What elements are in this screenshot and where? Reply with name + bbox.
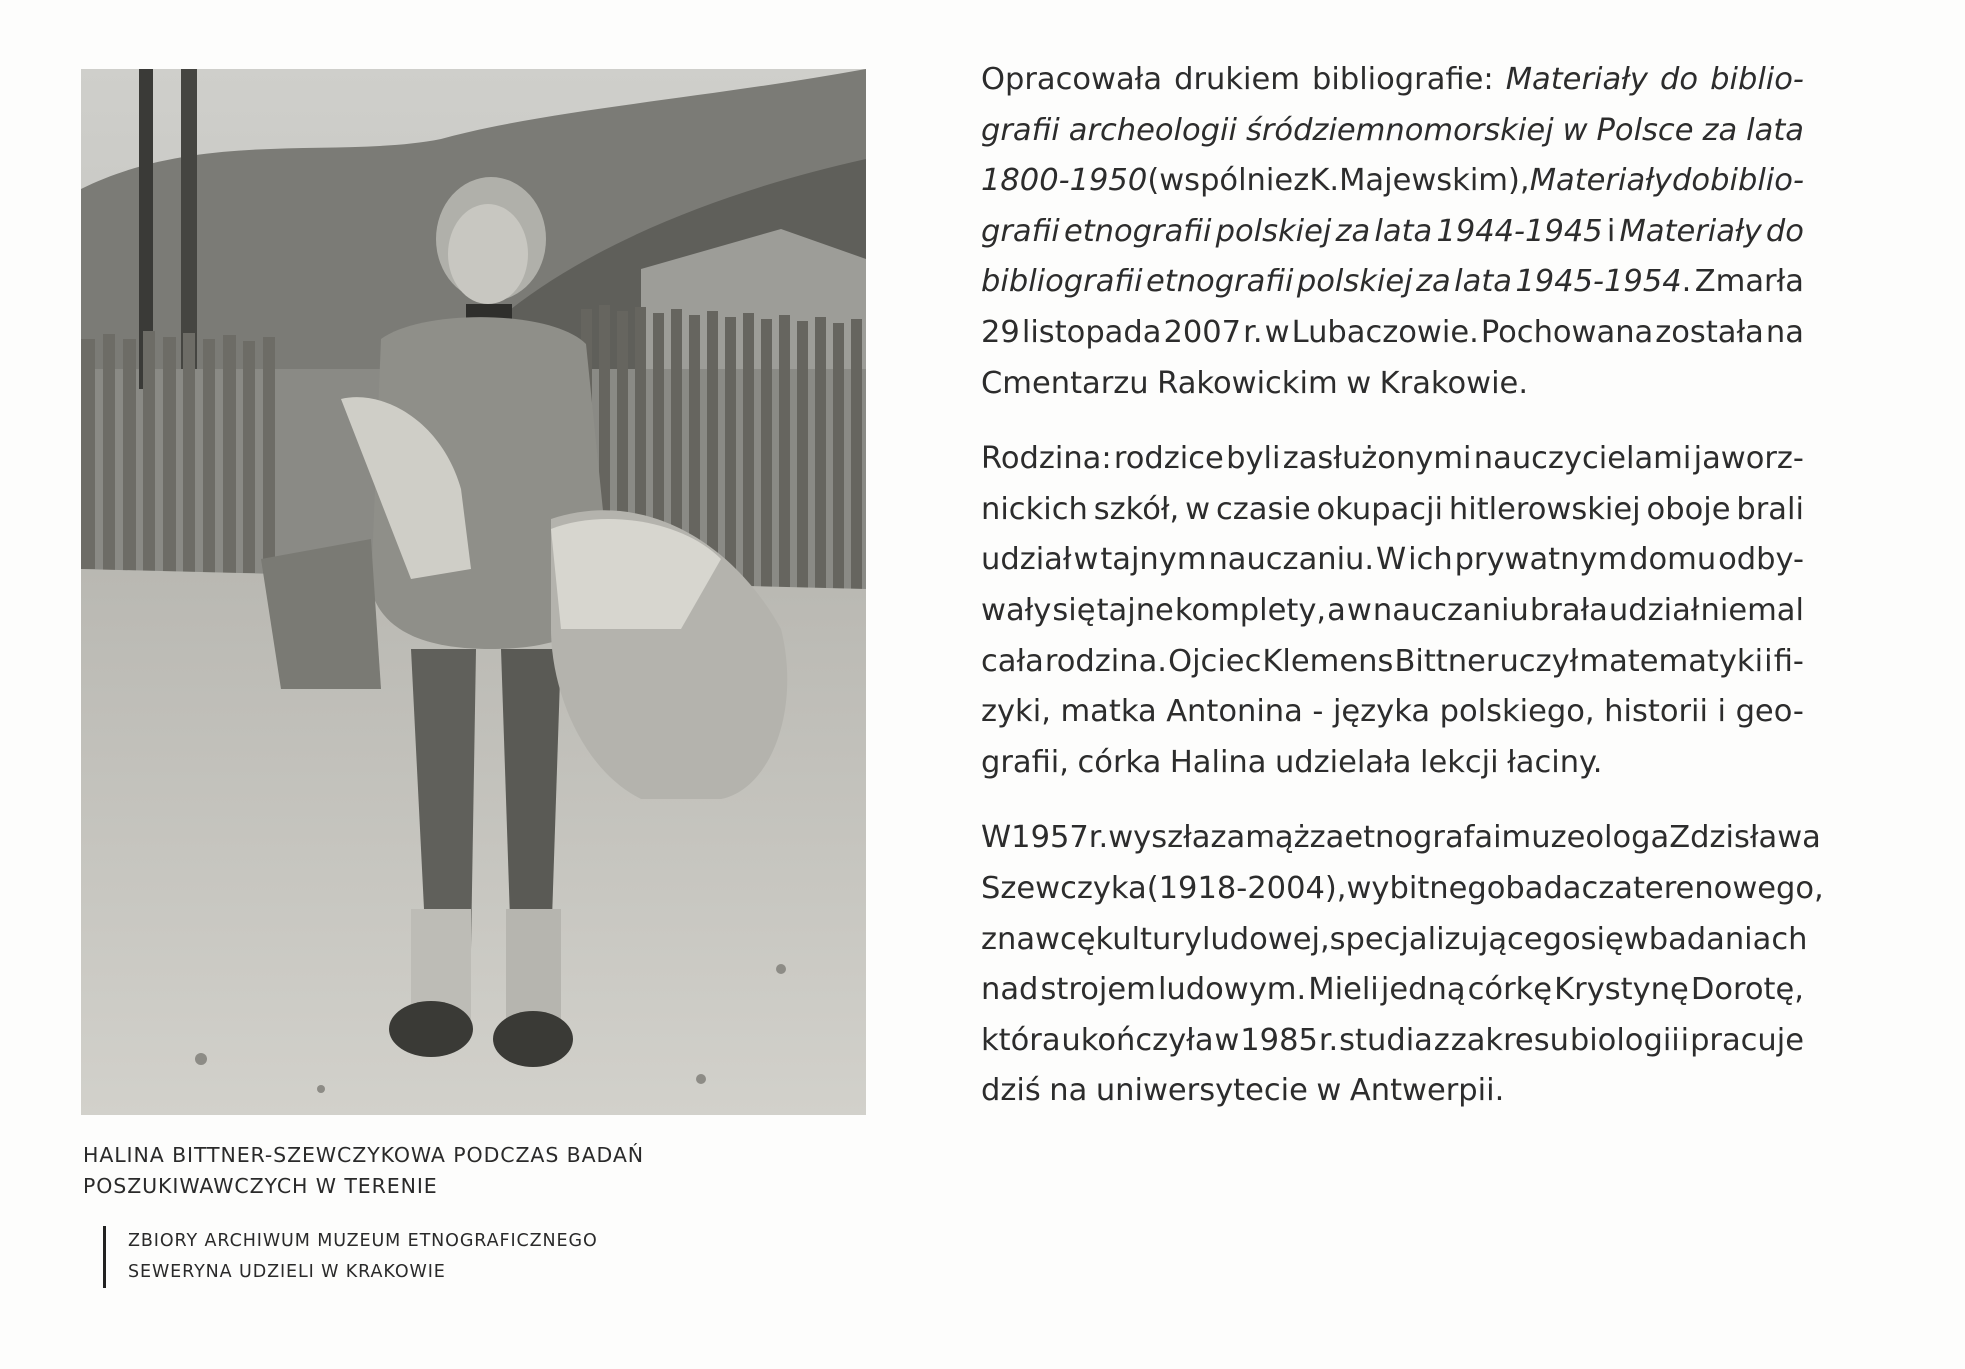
word: matematyki bbox=[1579, 643, 1764, 679]
text-line bbox=[981, 813, 1821, 864]
word: rodzina. bbox=[1044, 643, 1167, 679]
word: studia bbox=[1339, 1022, 1433, 1058]
photo-credit bbox=[103, 1226, 598, 1288]
word: biologii bbox=[1569, 1022, 1680, 1058]
word: lata bbox=[1374, 213, 1433, 249]
word: w bbox=[1346, 365, 1372, 401]
word: 29 bbox=[981, 314, 1020, 350]
word: pracuje bbox=[1690, 1022, 1804, 1058]
word: Szewczyka bbox=[981, 870, 1147, 906]
word: dziś bbox=[981, 1073, 1041, 1109]
word: nauczycielami bbox=[1473, 441, 1692, 477]
word: Antonina bbox=[1166, 694, 1303, 730]
word: jaworz- bbox=[1693, 441, 1804, 477]
word: r. bbox=[1318, 1022, 1339, 1058]
word: K. bbox=[1309, 163, 1340, 199]
word: za bbox=[1416, 264, 1451, 300]
word: Lubaczowie. bbox=[1291, 314, 1479, 350]
photograph-icon bbox=[81, 69, 866, 1115]
text-line bbox=[981, 207, 1804, 258]
word: biblio- bbox=[1710, 62, 1804, 97]
word: rodzice bbox=[1113, 441, 1224, 477]
word: grafii bbox=[981, 213, 1060, 249]
text-line bbox=[981, 687, 1804, 738]
text-line bbox=[981, 637, 1804, 688]
photo-caption bbox=[83, 1140, 703, 1202]
word: i bbox=[1680, 1022, 1690, 1058]
word: za bbox=[1210, 820, 1246, 856]
word: prywatnym bbox=[1454, 542, 1628, 578]
word: do bbox=[1660, 62, 1699, 97]
text-line bbox=[981, 738, 1804, 789]
word: córka bbox=[1077, 744, 1162, 780]
word: udzielała bbox=[1274, 744, 1412, 780]
text-line bbox=[981, 485, 1804, 536]
word: nad bbox=[981, 972, 1039, 1008]
word: - bbox=[1312, 694, 1324, 730]
credit-line: SEWERYNA UDZIELI W KRAKOWIE bbox=[128, 1262, 446, 1282]
word: jedną bbox=[1380, 972, 1466, 1008]
text-line bbox=[981, 864, 1824, 915]
text-line bbox=[981, 915, 1808, 966]
word: ludowej, bbox=[1201, 921, 1330, 957]
word: lata bbox=[1454, 264, 1512, 300]
word: muzeologa bbox=[1501, 820, 1670, 856]
word: biblio- bbox=[1710, 163, 1804, 199]
word: i bbox=[1717, 694, 1727, 730]
word: Zdzisława bbox=[1669, 820, 1821, 856]
word: lata bbox=[1746, 112, 1804, 148]
paragraph-family bbox=[981, 434, 1804, 788]
word: tajne bbox=[1096, 592, 1174, 628]
word: badaniach bbox=[1648, 921, 1808, 957]
word: odby- bbox=[1718, 542, 1804, 578]
word: bibliografie: bbox=[1312, 62, 1494, 97]
word: polskiej bbox=[1296, 264, 1413, 300]
word: etnografii bbox=[1063, 213, 1212, 249]
word: języka bbox=[1332, 694, 1431, 730]
word: na bbox=[1049, 1073, 1088, 1109]
caption-line: HALINA BITTNER-SZEWCZYKOWA PODCZAS BADAŃ bbox=[83, 1143, 645, 1167]
word: bibliografii bbox=[981, 264, 1143, 300]
word: komplety, bbox=[1174, 592, 1327, 628]
word: która bbox=[981, 1022, 1061, 1058]
word: w bbox=[1562, 112, 1588, 148]
text-line bbox=[981, 359, 1804, 410]
word: czasie bbox=[1215, 491, 1311, 527]
text-line bbox=[981, 1016, 1804, 1067]
word: w bbox=[1346, 592, 1372, 628]
word: kultury bbox=[1095, 921, 1202, 957]
word: Polsce bbox=[1596, 112, 1694, 148]
word: wały bbox=[981, 592, 1052, 628]
text-line bbox=[981, 434, 1804, 485]
word: lekcji bbox=[1419, 744, 1499, 780]
word: zyki, bbox=[981, 694, 1051, 730]
word: tajnym bbox=[1100, 542, 1207, 578]
word: matka bbox=[1060, 694, 1157, 730]
word: do bbox=[1765, 213, 1804, 249]
word: i bbox=[1493, 820, 1502, 856]
word: strojem bbox=[1040, 972, 1156, 1008]
word: Pochowana bbox=[1480, 314, 1654, 350]
word: się bbox=[1052, 592, 1096, 628]
word: wybitnego bbox=[1346, 870, 1506, 906]
word: Dorotę, bbox=[1690, 972, 1804, 1008]
word: brali bbox=[1736, 491, 1804, 527]
word: Majewskim), bbox=[1339, 163, 1530, 199]
word: 1945-1954. bbox=[1515, 264, 1692, 300]
word: ich bbox=[1408, 542, 1453, 578]
word: ludowym. bbox=[1157, 972, 1307, 1008]
word: zasłużonymi bbox=[1282, 441, 1472, 477]
word: (wspólnie bbox=[1147, 163, 1294, 199]
word: polskiego, bbox=[1439, 694, 1595, 730]
word: (1918-2004), bbox=[1146, 870, 1347, 906]
word: została bbox=[1655, 314, 1764, 350]
word: drukiem bbox=[1174, 62, 1300, 97]
word: Opracowała bbox=[981, 62, 1163, 97]
word: Materiały bbox=[1505, 62, 1648, 97]
word: etnografa bbox=[1344, 820, 1494, 856]
word: łaciny. bbox=[1507, 744, 1603, 780]
word: r. bbox=[1243, 314, 1263, 350]
word: uczył bbox=[1499, 643, 1579, 679]
word: uniwersytecie bbox=[1095, 1073, 1308, 1109]
word: za bbox=[1309, 820, 1345, 856]
word: wyszła bbox=[1108, 820, 1211, 856]
word: i bbox=[1606, 213, 1616, 249]
word: z bbox=[1433, 1022, 1450, 1058]
word: specjalizującego bbox=[1329, 921, 1581, 957]
word: znawcę bbox=[981, 921, 1096, 957]
word: w bbox=[1073, 542, 1099, 578]
word: polskiej bbox=[1215, 213, 1332, 249]
text-line bbox=[981, 308, 1804, 359]
word: Materiały bbox=[1529, 163, 1672, 199]
word: Krystynę bbox=[1554, 972, 1689, 1008]
word: historii bbox=[1604, 694, 1708, 730]
word: Klemens bbox=[1262, 643, 1394, 679]
word: zakresu bbox=[1450, 1022, 1569, 1058]
word: w bbox=[1185, 491, 1211, 527]
word: za bbox=[1335, 213, 1371, 249]
word: z bbox=[1293, 163, 1310, 199]
word: nickich bbox=[981, 491, 1088, 527]
word: w bbox=[1264, 314, 1290, 350]
word: nauczaniu bbox=[1372, 592, 1529, 628]
word: byli bbox=[1226, 441, 1281, 477]
word: Halina bbox=[1169, 744, 1267, 780]
word: 1985 bbox=[1240, 1022, 1318, 1058]
word: geo- bbox=[1735, 694, 1804, 730]
word: fi- bbox=[1773, 643, 1804, 679]
word: nauczaniu. bbox=[1208, 542, 1375, 578]
word: hitlerowskiej bbox=[1448, 491, 1641, 527]
text-line bbox=[981, 1066, 1804, 1117]
word: okupacji bbox=[1316, 491, 1443, 527]
word: córkę bbox=[1467, 972, 1553, 1008]
word: brała bbox=[1529, 592, 1608, 628]
word: w bbox=[1623, 921, 1649, 957]
word: w bbox=[1316, 1073, 1342, 1109]
word: 2007 bbox=[1163, 314, 1242, 350]
word: 1800-1950 bbox=[981, 163, 1148, 199]
word: na bbox=[1765, 314, 1804, 350]
word: badacza bbox=[1505, 870, 1633, 906]
word: Materiały bbox=[1619, 213, 1762, 249]
word: śródziemnomorskiej bbox=[1245, 112, 1554, 148]
word: W bbox=[1376, 542, 1407, 578]
word: szkół, bbox=[1093, 491, 1180, 527]
archival-photograph bbox=[81, 69, 866, 1115]
text-line bbox=[981, 586, 1804, 637]
word: archeologii bbox=[1068, 112, 1237, 148]
word: Rodzina: bbox=[981, 441, 1112, 477]
word: Zmarła bbox=[1694, 264, 1804, 300]
word: etnografii bbox=[1145, 264, 1294, 300]
word: W bbox=[981, 820, 1012, 856]
word: w bbox=[1214, 1022, 1240, 1058]
word: Antwerpii. bbox=[1349, 1073, 1505, 1109]
word: i bbox=[1764, 643, 1773, 679]
word: r. bbox=[1088, 820, 1109, 856]
word: 1957 bbox=[1011, 820, 1089, 856]
word: do bbox=[1672, 163, 1711, 199]
word: listopada bbox=[1021, 314, 1162, 350]
word: a bbox=[1327, 592, 1346, 628]
word: 1944-1945 bbox=[1436, 213, 1603, 249]
word: Ojciec bbox=[1168, 643, 1262, 679]
text-line bbox=[981, 55, 1804, 106]
text-line bbox=[981, 535, 1804, 586]
word: Mieli bbox=[1308, 972, 1379, 1008]
text-line bbox=[981, 106, 1804, 157]
paragraph-marriage bbox=[981, 813, 1824, 1117]
word: Cmentarzu bbox=[981, 365, 1149, 401]
text-line bbox=[981, 257, 1804, 308]
word: Krakowie. bbox=[1379, 365, 1529, 401]
word: mąż bbox=[1245, 820, 1310, 856]
text-line bbox=[981, 965, 1804, 1016]
word: udział bbox=[1608, 592, 1700, 628]
word: się bbox=[1580, 921, 1624, 957]
word: oboje bbox=[1646, 491, 1731, 527]
biography-text bbox=[981, 55, 1824, 1142]
word: ukończyła bbox=[1061, 1022, 1214, 1058]
word: grafii bbox=[981, 112, 1060, 148]
paragraph-bibliographies bbox=[981, 55, 1804, 409]
word: grafii, bbox=[981, 744, 1069, 780]
word: domu bbox=[1629, 542, 1717, 578]
text-line bbox=[981, 156, 1804, 207]
word: Rakowickim bbox=[1157, 365, 1338, 401]
word: terenowego, bbox=[1632, 870, 1824, 906]
word: za bbox=[1702, 112, 1738, 148]
word: cała bbox=[981, 643, 1044, 679]
word: Bittner bbox=[1394, 643, 1499, 679]
word: niemal bbox=[1700, 592, 1804, 628]
word: udział bbox=[981, 542, 1072, 578]
credit-line: ZBIORY ARCHIWUM MUZEUM ETNOGRAFICZNEGO bbox=[128, 1231, 598, 1251]
caption-line: POSZUKIWAWCZYCH W TERENIE bbox=[83, 1174, 438, 1198]
